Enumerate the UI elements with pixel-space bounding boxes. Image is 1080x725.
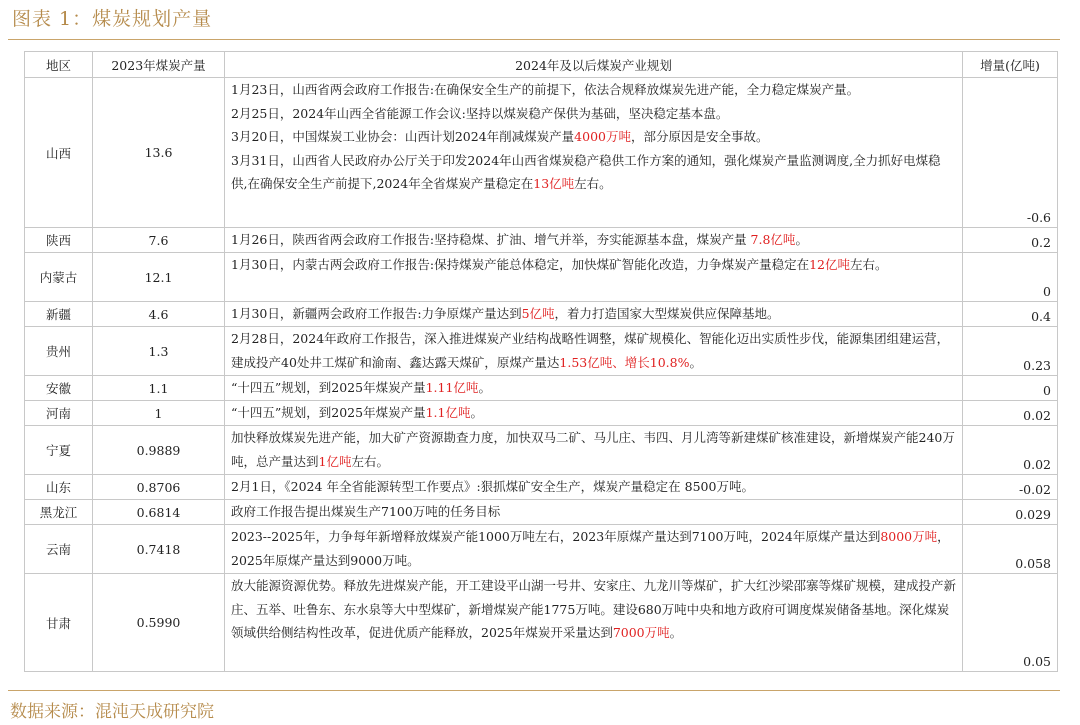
region-cell: 云南 xyxy=(25,525,93,574)
table-row xyxy=(25,78,1058,228)
region-cell: 新疆 xyxy=(25,302,93,327)
figure-title: 图表 1：煤炭规划产量 xyxy=(12,8,213,30)
output-2023-cell: 1.3 xyxy=(93,327,225,376)
table-row xyxy=(25,302,1058,327)
plan-text: ，着力打造国家大型煤炭供应保障基地。 xyxy=(554,306,780,321)
increase-cell: 0 xyxy=(963,376,1058,401)
footer-divider xyxy=(8,690,1060,691)
plan-cell xyxy=(225,401,963,426)
plan-cell xyxy=(225,574,963,672)
plan-cell xyxy=(225,302,963,327)
plan-text: 3月20日，中国煤炭工业协会：山西计划2024年削减煤炭产量 xyxy=(231,129,575,144)
plan-paragraph xyxy=(231,253,956,277)
increase-cell: 0.02 xyxy=(963,401,1058,426)
table-body xyxy=(25,78,1058,672)
plan-text: “十四五”规划，到2025年煤炭产量 xyxy=(231,380,426,395)
plan-text: 。 xyxy=(669,625,683,640)
table-header-row xyxy=(25,52,1058,78)
table-row xyxy=(25,475,1058,500)
output-2023-cell: 1 xyxy=(93,401,225,426)
plan-text: 3月31日，山西省人民政府办公厅关于印发2024年山西省煤炭稳产稳供工作方案的通知，强化煤炭产量监测调度,全力抓好电煤稳供,在确保安全生产前提下,2024年全省煤炭产量稳定在 xyxy=(231,152,941,191)
plan-paragraph xyxy=(231,149,956,196)
plan-paragraph xyxy=(231,574,956,645)
output-2023-cell: 7.6 xyxy=(93,228,225,253)
plan-cell xyxy=(225,327,963,376)
plan-paragraph xyxy=(231,228,956,252)
table-row xyxy=(25,426,1058,475)
plan-cell xyxy=(225,525,963,574)
plan-text: 。 xyxy=(478,380,491,395)
table-row xyxy=(25,401,1058,426)
table-row xyxy=(25,525,1058,574)
highlight-figure: 1.1亿吨 xyxy=(425,405,471,420)
region-cell: 贵州 xyxy=(25,327,93,376)
plan-paragraph xyxy=(231,475,956,499)
plan-paragraph xyxy=(231,327,956,374)
title-divider xyxy=(8,39,1060,40)
plan-text: 加快释放煤炭先进产能，加大矿产资源勘查力度，加快双马二矿、马儿庄、韦四、月儿湾等新建煤矿核准建设，新增煤炭产能240万吨，总产量达到 xyxy=(231,430,955,469)
header-plan: 2024年及以后煤炭产业规划 xyxy=(225,52,963,78)
plan-text: 1月23日，山西省两会政府工作报告:在确保安全生产的前提下，依法合规释放煤炭先进产能，全力稳定煤炭产量。 xyxy=(231,82,860,97)
plan-text: ，部分原因是安全事故。 xyxy=(630,129,769,144)
region-cell: 安徽 xyxy=(25,376,93,401)
plan-text: 左右。 xyxy=(574,176,612,191)
table-row xyxy=(25,228,1058,253)
plan-text: 放大能源资源优势。释放先进煤炭产能，开工建设平山湖一号井、安家庄、九龙川等煤矿，扩大红沙梁邵寨等煤矿规模，建成投产新庄、五举、吐鲁东、东水泉等大中型煤矿，新增煤炭产能1775万吨。建设680万吨中央和地方政府可调度煤炭储备基地。深化煤炭领域供给侧结构性改革，促进优质产能释放，2025年煤炭开采量达到 xyxy=(231,578,957,640)
increase-cell: 0.02 xyxy=(963,426,1058,475)
plan-cell xyxy=(225,253,963,302)
increase-cell: 0 xyxy=(963,253,1058,302)
plan-text: 1月26日，陕西省两会政府工作报告:坚持稳煤、扩油、增气并举，夯实能源基本盘，煤炭产量 xyxy=(231,232,751,247)
plan-text: 。 xyxy=(689,354,702,370)
highlight-figure: 12亿吨 xyxy=(809,257,850,272)
increase-cell: -0.6 xyxy=(963,78,1058,228)
output-2023-cell: 1.1 xyxy=(93,376,225,401)
region-cell: 陕西 xyxy=(25,228,93,253)
plan-text: 2月28日，2024年政府工作报告，深入推进煤炭产业结构战略性调整，煤矿规模化、智能化迈出实质性步伐，能源集团组建运营，建成投产40处井工煤矿和渝南、鑫达露天煤矿，原煤产量达 xyxy=(231,331,950,370)
source-note: 数据来源：混沌天成研究院 xyxy=(10,702,214,722)
plan-paragraph xyxy=(231,125,956,149)
plan-paragraph xyxy=(231,401,956,425)
plan-cell xyxy=(225,78,963,228)
output-2023-cell: 12.1 xyxy=(93,253,225,302)
plan-text: “十四五”规划，到2025年煤炭产量 xyxy=(231,405,426,420)
plan-text: ，2025年原煤产量达到9000万吨。 xyxy=(231,529,950,568)
region-cell: 河南 xyxy=(25,401,93,426)
highlight-figure: 1.11亿吨 xyxy=(425,380,479,395)
plan-paragraph xyxy=(231,500,956,524)
region-cell: 内蒙古 xyxy=(25,253,93,302)
plan-text: 左右。 xyxy=(849,257,888,272)
increase-cell: 0.23 xyxy=(963,327,1058,376)
output-2023-cell: 0.8706 xyxy=(93,475,225,500)
plan-paragraph xyxy=(231,102,956,126)
table-row xyxy=(25,376,1058,401)
region-cell: 山东 xyxy=(25,475,93,500)
coal-plan-table xyxy=(24,51,1058,672)
highlight-figure: 13亿吨 xyxy=(533,176,575,191)
header-region: 地区 xyxy=(25,52,93,78)
output-2023-cell: 4.6 xyxy=(93,302,225,327)
increase-cell: 0.2 xyxy=(963,228,1058,253)
table-row xyxy=(25,574,1058,672)
table-row xyxy=(25,500,1058,525)
increase-cell: 0.058 xyxy=(963,525,1058,574)
plan-cell xyxy=(225,376,963,401)
table-row xyxy=(25,327,1058,376)
header-output-2023: 2023年煤炭产量 xyxy=(93,52,225,78)
region-cell: 甘肃 xyxy=(25,574,93,672)
increase-cell: 0.05 xyxy=(963,574,1058,672)
region-cell: 宁夏 xyxy=(25,426,93,475)
plan-cell xyxy=(225,426,963,475)
plan-cell xyxy=(225,228,963,253)
highlight-figure: 1.53亿吨、增长10.8% xyxy=(559,354,690,370)
plan-cell xyxy=(225,500,963,525)
highlight-figure: 4000万吨 xyxy=(574,129,631,144)
output-2023-cell: 0.6814 xyxy=(93,500,225,525)
plan-text: 2023--2025年，力争每年新增释放煤炭产能1000万吨左右，2023年原煤产量达到7100万吨，2024年原煤产量达到 xyxy=(231,529,881,544)
plan-text: 1月30日，新疆两会政府工作报告:力争原煤产量达到 xyxy=(231,306,522,321)
plan-text: 政府工作报告提出煤炭生产7100万吨的任务目标 xyxy=(231,504,501,519)
output-2023-cell: 13.6 xyxy=(93,78,225,228)
increase-cell: -0.02 xyxy=(963,475,1058,500)
highlight-figure: 5亿吨 xyxy=(521,306,555,321)
plan-paragraph xyxy=(231,78,956,102)
table-row xyxy=(25,253,1058,302)
region-cell: 黑龙江 xyxy=(25,500,93,525)
plan-paragraph xyxy=(231,302,956,326)
plan-cell xyxy=(225,475,963,500)
plan-text: 。 xyxy=(470,405,483,420)
plan-text: 2月1日，《2024 年全省能源转型工作要点》:狠抓煤矿安全生产，煤炭产量稳定在 8500万吨。 xyxy=(231,479,754,494)
highlight-figure: 1亿吨 xyxy=(318,453,352,469)
output-2023-cell: 0.5990 xyxy=(93,574,225,672)
plan-text: 左右。 xyxy=(351,453,389,469)
region-cell: 山西 xyxy=(25,78,93,228)
output-2023-cell: 0.7418 xyxy=(93,525,225,574)
highlight-figure: 8000万吨 xyxy=(880,529,938,544)
plan-paragraph xyxy=(231,376,956,400)
plan-paragraph xyxy=(231,525,956,572)
highlight-figure: 7.8亿吨 xyxy=(750,232,796,247)
plan-paragraph xyxy=(231,426,956,473)
plan-text: 1月30日，内蒙古两会政府工作报告:保持煤炭产能总体稳定，加快煤矿智能化改造，力争煤炭产量稳定在 xyxy=(231,257,810,272)
output-2023-cell: 0.9889 xyxy=(93,426,225,475)
highlight-figure: 7000万吨 xyxy=(612,625,670,640)
plan-text: 。 xyxy=(795,232,808,247)
plan-text: 2月25日，2024年山西全省能源工作会议:坚持以煤炭稳产保供为基础，坚决稳定基本盘。 xyxy=(231,105,729,121)
header-increase: 增量(亿吨) xyxy=(963,52,1058,78)
increase-cell: 0.4 xyxy=(963,302,1058,327)
increase-cell: 0.029 xyxy=(963,500,1058,525)
